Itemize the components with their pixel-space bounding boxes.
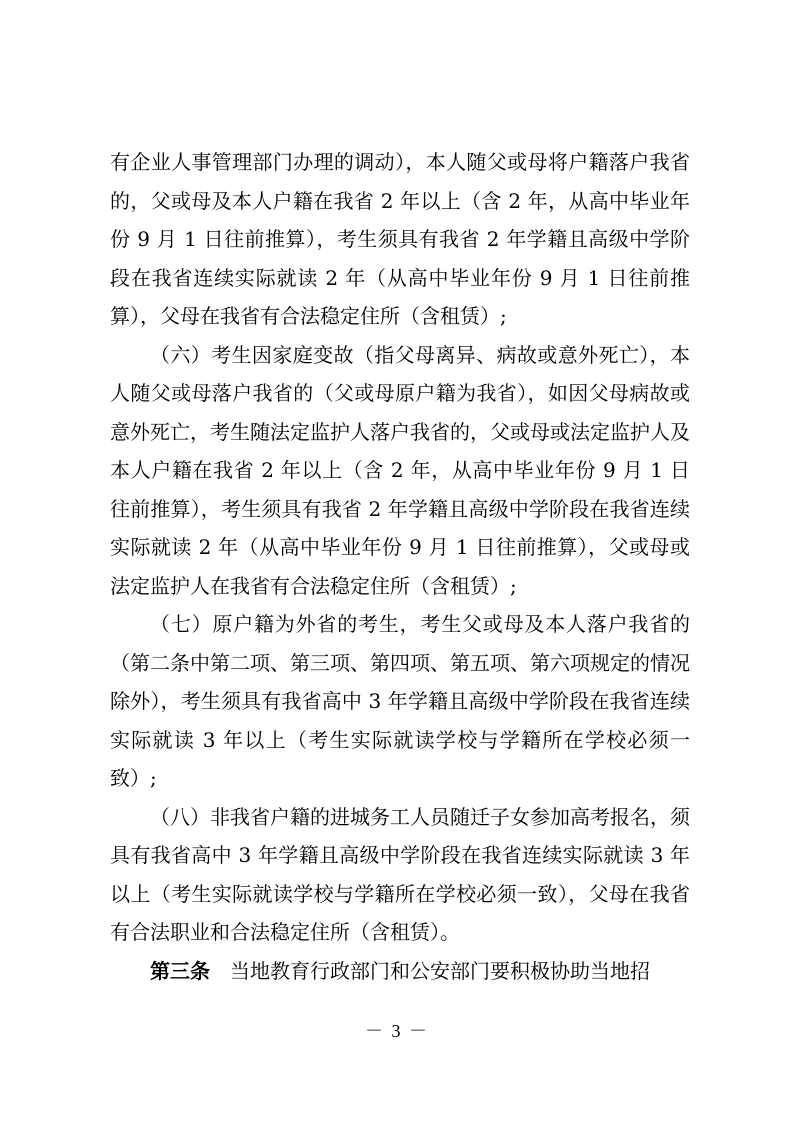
- article-3-text: 当地教育行政部门和公安部门要积极协助当地招: [230, 958, 650, 983]
- page-number: － 3 －: [365, 1021, 429, 1041]
- paragraph-item-7: （七）原户籍为外省的考生，考生父或母及本人落户我省的（第二条中第二项、第三项、第四项、第五项、第六项规定的情况除外），考生须具有我省高中 3 年学籍且高级中学阶段在我省连续实际就读 3 年以上（考生实际就读学校与学籍所在学校必须一致）;: [110, 612, 690, 790]
- paragraph-continuation: 有企业人事管理部门办理的调动），本人随父或母将户籍落户我省的，父或母及本人户籍在我省 2 年以上（含 2 年，从高中毕业年份 9 月 1 日往前推算），考生须具有我省 2 年学籍且高级中学阶段在我省连续实际就读 2 年（从高中毕业年份 9 月 1 日往前推算），父母在我省有合法稳定住所（含租赁）;: [110, 150, 690, 328]
- article-3-label: 第三条: [150, 958, 210, 983]
- paragraph-article-3: [110, 952, 690, 991]
- paragraph-item-6: （六）考生因家庭变故（指父母离异、病故或意外死亡），本人随父或母落户我省的（父或母原户籍为我省），如因父母病故或意外死亡，考生随法定监护人落户我省的，父或母或法定监护人及本人户籍在我省 2 年以上（含 2 年，从高中毕业年份 9 月 1 日往前推算），考生须具有我省 2 年学籍且高级中学阶段在我省连续实际就读 2 年（从高中毕业年份 9 月 1 日往前推算），父或母或法定监护人在我省有合法稳定住所（含租赁）;: [110, 342, 690, 598]
- paragraph-item-8: （八）非我省户籍的进城务工人员随迁子女参加高考报名，须具有我省高中 3 年学籍且高级中学阶段在我省连续实际就读 3 年以上（考生实际就读学校与学籍所在学校必须一致），父母在我省有合法职业和合法稳定住所（含租赁）。: [110, 804, 690, 944]
- document-body: [110, 143, 690, 990]
